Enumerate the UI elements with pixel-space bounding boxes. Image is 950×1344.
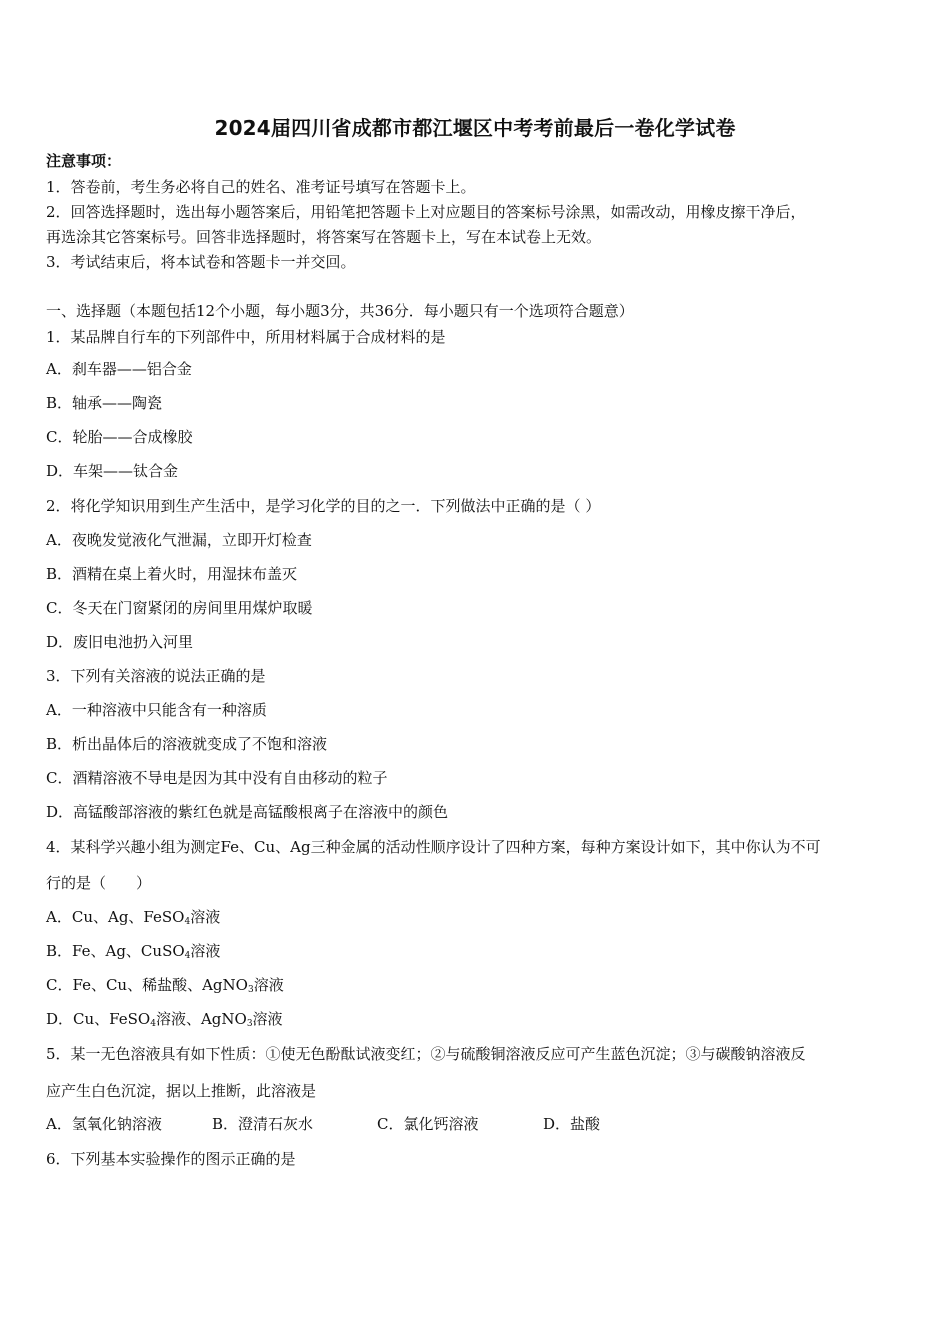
notice-item-2-cont: 再选涂其它答案标号。回答非选择题时，将答案写在答题卡上，写在本试卷上无效。 (46, 228, 602, 246)
option-text-middle: 溶液、AgNO (155, 1010, 247, 1028)
question-5-option-a: A．氢氧化钠溶液 (46, 1115, 162, 1133)
question-3-stem: 3．下列有关溶液的说法正确的是 (46, 667, 266, 685)
question-1-stem: 1．某品牌自行车的下列部件中，所用材料属于合成材料的是 (46, 328, 446, 346)
option-text-suffix: 溶液 (253, 976, 284, 994)
option-label: B． (46, 942, 73, 960)
option-text-suffix: 溶液 (190, 942, 221, 960)
question-1-option-a: A．刹车器——铝合金 (46, 360, 192, 378)
question-4-option-a (46, 907, 220, 930)
option-label: C． (46, 976, 73, 994)
section-heading: 一、选择题（本题包括12个小题，每小题3分，共36分．每小题只有一个选项符合题意） (46, 302, 634, 320)
notice-item-3: 3．考试结束后，将本试卷和答题卡一并交回。 (46, 253, 356, 271)
subscript: 3 (247, 985, 254, 995)
question-1-option-d: D．车架——钛合金 (46, 462, 179, 480)
question-3-option-c: C．酒精溶液不导电是因为其中没有自由移动的粒子 (46, 769, 388, 787)
question-5-stem-line1: 5．某一无色溶液具有如下性质：①使无色酚酞试液变红；②与硫酸铜溶液反应可产生蓝色沉淀；③与碳酸钠溶液反 (46, 1045, 806, 1063)
option-text-suffix: 溶液 (190, 908, 221, 926)
question-5-stem-line2: 应产生白色沉淀，据以上推断，此溶液是 (46, 1082, 317, 1100)
notice-item-2: 2．回答选择题时，选出每小题答案后，用铅笔把答题卡上对应题目的答案标号涂黑，如需改动，用橡皮擦干净后， (46, 203, 806, 221)
question-6-stem: 6．下列基本实验操作的图示正确的是 (46, 1150, 296, 1168)
question-5-option-c: C．氯化钙溶液 (377, 1115, 479, 1133)
option-label: A． (46, 908, 72, 926)
question-2-option-a: A．夜晚发觉液化气泄漏，立即开灯检查 (46, 531, 312, 549)
option-text-suffix: 溶液 (252, 1010, 283, 1028)
subscript-2: 3 (246, 1019, 253, 1029)
question-2-option-b: B．酒精在桌上着火时，用湿抹布盖灭 (46, 565, 298, 583)
option-text: Cu、FeSO (73, 1010, 151, 1028)
question-5-option-d: D．盐酸 (543, 1115, 601, 1133)
notice-heading: 注意事项： (46, 152, 122, 170)
question-4-option-d (46, 1009, 283, 1032)
question-4-stem-line1: 4．某科学兴趣小组为测定Fe、Cu、Ag三种金属的活动性顺序设计了四种方案，每种方案设计如下，其中你认为不可 (46, 838, 821, 856)
question-3-option-a: A．一种溶液中只能含有一种溶质 (46, 701, 267, 719)
option-text: Fe、Cu、稀盐酸、AgNO (72, 976, 248, 994)
question-2-option-d: D．废旧电池扔入河里 (46, 633, 194, 651)
question-1-option-c: C．轮胎——合成橡胶 (46, 428, 193, 446)
option-text: Cu、Ag、FeSO (71, 908, 185, 926)
question-5-option-b: B．澄清石灰水 (212, 1115, 314, 1133)
question-4-stem-line2: 行的是（ ） (46, 874, 152, 892)
question-2-option-c: C．冬天在门窗紧闭的房间里用煤炉取暖 (46, 599, 313, 617)
question-3-option-d: D．高锰酸部溶液的紫红色就是高锰酸根离子在溶液中的颜色 (46, 803, 449, 821)
question-3-option-b: B．析出晶体后的溶液就变成了不饱和溶液 (46, 735, 328, 753)
notice-item-1: 1．答卷前，考生务必将自己的姓名、准考证号填写在答题卡上。 (46, 178, 476, 196)
option-label: D． (46, 1010, 74, 1028)
subscript: 4 (184, 917, 191, 927)
option-text: Fe、Ag、CuSO (72, 942, 185, 960)
question-4-option-b (46, 941, 220, 964)
question-4-option-c (46, 975, 284, 998)
question-1-option-b: B．轴承——陶瓷 (46, 394, 163, 412)
page-title: 2024届四川省成都市都江堰区中考考前最后一卷化学试卷 (214, 116, 736, 140)
subscript: 4 (184, 951, 191, 961)
subscript: 4 (150, 1019, 156, 1029)
question-2-stem: 2．将化学知识用到生产生活中，是学习化学的目的之一．下列做法中正确的是（ ） (46, 497, 601, 515)
